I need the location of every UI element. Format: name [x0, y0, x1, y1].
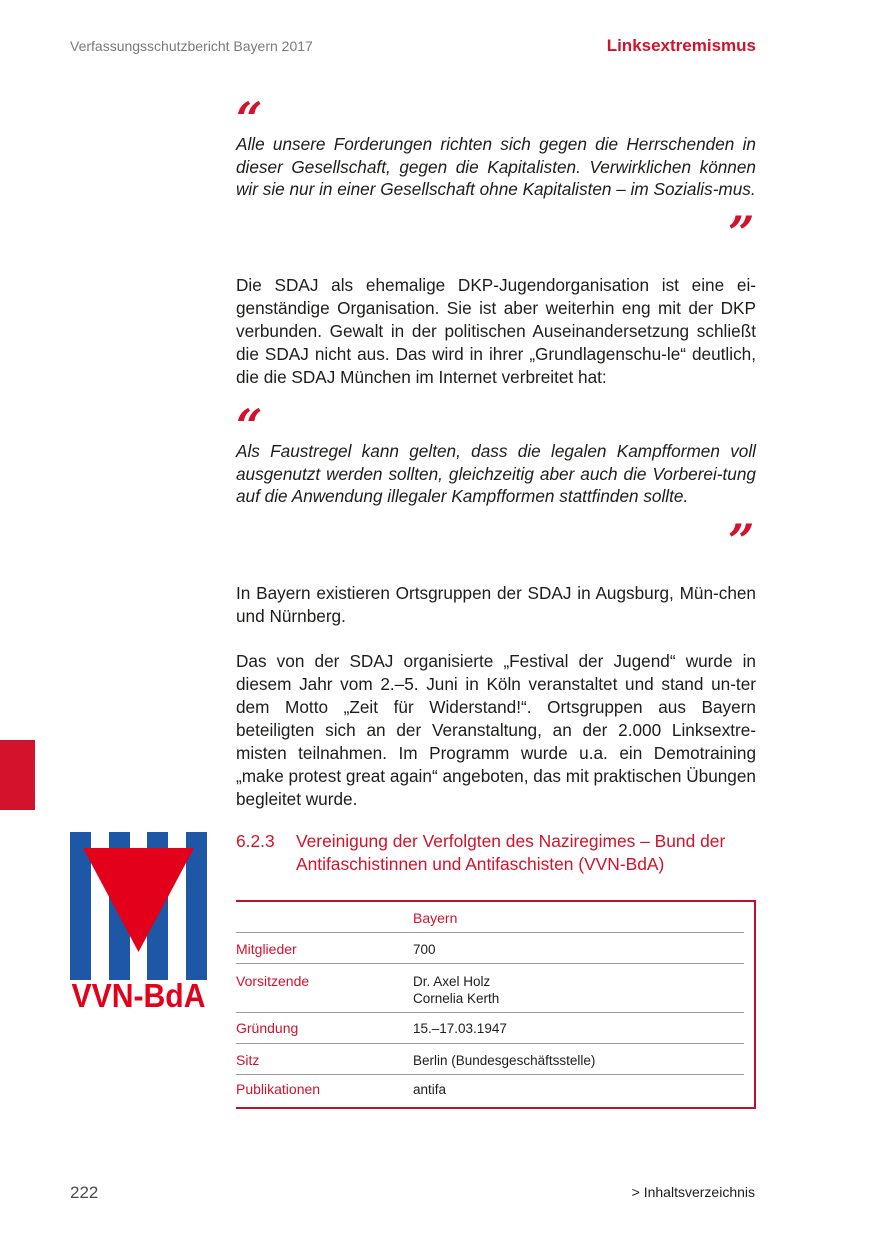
row-value-vorsitzende-2: Cornelia Kerth: [413, 991, 500, 1006]
row-label-vorsitzende: Vorsitzende: [236, 973, 310, 989]
table-column-header: Bayern: [413, 910, 458, 926]
row-label-mitglieder: Mitglieder: [236, 941, 297, 957]
row-label-sitz: Sitz: [236, 1052, 260, 1068]
vvn-bda-logo: [70, 832, 207, 1010]
row-value-publikationen: antifa: [413, 1082, 447, 1097]
page-number: 222: [70, 1183, 99, 1202]
logo-text: VVN-BdA: [71, 977, 206, 1010]
row-label-gruendung: Gründung: [236, 1020, 299, 1036]
quote-block: Als Faustregel kann gelten, dass die legalen Kampfformen voll ausgenutzt werden sollten, gleichzeitig aber auch die Vorberei-tung auf die Anwendung illegaler Kampfformen stattfinden sollte.: [236, 441, 756, 506]
row-value-mitglieder: 700: [413, 942, 436, 957]
table-row: [236, 964, 744, 1013]
section-number: 6.2.3: [236, 831, 275, 851]
row-value-gruendung: 15.–17.03.1947: [413, 1021, 507, 1036]
row-label-publikationen: Publikationen: [236, 1081, 321, 1097]
toc-link[interactable]: > Inhaltsverzeichnis: [631, 1184, 755, 1200]
section-header: Linksextremismus: [606, 36, 756, 55]
section-title: Vereinigung der Verfolgten des Naziregimes – Bund der Antifaschistinnen und Antifaschisten (VVN-BdA): [296, 831, 726, 874]
quote-block: Alle unsere Forderungen richten sich gegen die Herrschenden in dieser Gesellschaft, gegen die Kapitalisten. Verwirklichen können wir sie nur in einer Gesellschaft ohne Kapitalisten – im Sozialis-mus.: [236, 134, 756, 199]
table-row: [236, 1013, 744, 1044]
body-paragraph: Das von der SDAJ organisierte „Festival der Jugend“ wurde in diesem Jahr vom 2.–5. Juni in Köln veranstaltet und stand un-ter dem Motto „Zeit für Widerstand!“. Ortsgruppen aus Bayern beteiligten sich an der Veranstaltung, an der 2.000 Linksextre-misten teilnahmen. Im Programm wurde u.a. ein Demotraining „make protest great again“ angeboten, das mit praktischen Übungen begleitet wurde.: [236, 651, 756, 809]
body-paragraph: Die SDAJ als ehemalige DKP-Jugendorganisation ist eine ei-genständige Organisation. Sie ist aber weiterhin eng mit der DKP verbunden. Gewalt in der politischen Auseinandersetzung schließt die SDAJ nicht aus. Das wird in ihrer „Grundlagenschu-le“ deutlich, die die SDAJ München im Internet verbreitet hat:: [236, 275, 756, 387]
close-quote-icon: ”: [728, 206, 755, 260]
table-row: [236, 1075, 744, 1103]
table-header-row: [236, 902, 744, 933]
table-row: [236, 933, 744, 964]
row-value-vorsitzende-1: Dr. Axel Holz: [413, 974, 491, 989]
close-quote-icon: ”: [728, 514, 755, 568]
open-quote-icon: “: [236, 92, 263, 146]
body-paragraph: In Bayern existieren Ortsgruppen der SDAJ in Augsburg, Mün-chen und Nürnberg.: [236, 583, 756, 626]
open-quote-icon: “: [236, 399, 263, 453]
chapter-marker: [0, 740, 35, 810]
running-header: Verfassungsschutzbericht Bayern 2017: [70, 38, 313, 54]
table-row: [236, 1044, 744, 1075]
row-value-sitz: Berlin (Bundesgeschäftsstelle): [413, 1053, 596, 1068]
